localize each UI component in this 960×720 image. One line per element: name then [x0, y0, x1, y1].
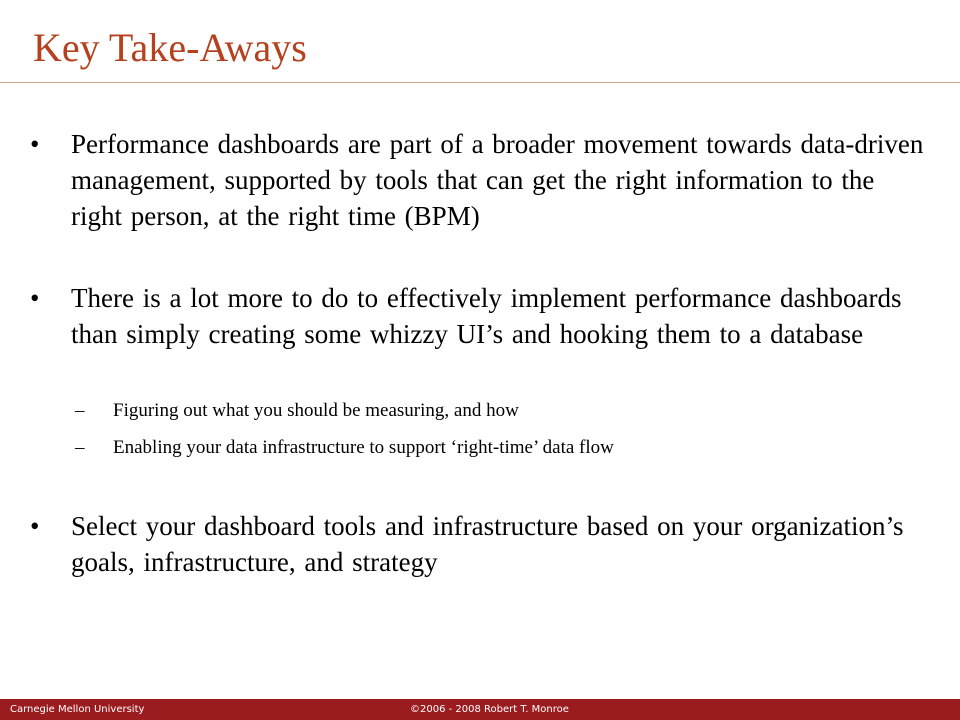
bullet-marker: •	[30, 511, 40, 541]
bullet-text: Performance dashboards are part of a broader movement towards data-driven management, supported by tools that can get the right information to the right person, at the right time (BPM)	[71, 129, 924, 231]
bullet-2	[30, 280, 930, 352]
sub-bullet-text: Figuring out what you should be measuring, and how	[113, 400, 519, 421]
slide-title: Key Take-Aways	[33, 25, 307, 70]
footer-copyright: ©2006 - 2008 Robert T. Monroe	[410, 704, 569, 715]
bullet-marker: •	[30, 283, 40, 313]
footer-institution: Carnegie Mellon University	[10, 704, 145, 715]
bullet-marker: •	[30, 129, 40, 159]
sub-bullet-text: Enabling your data infrastructure to support ‘right-time’ data flow	[113, 437, 614, 458]
sub-bullet-marker: –	[75, 437, 85, 458]
bullet-text: There is a lot more to do to effectively implement performance dashboards than simply creating some whizzy UI’s and hooking them to a database	[71, 283, 902, 349]
bullet-1	[30, 126, 930, 234]
footer-bar	[0, 699, 960, 720]
title-divider	[0, 82, 960, 83]
sub-bullet-1	[75, 398, 935, 424]
sub-bullet-marker: –	[75, 400, 85, 421]
bullet-3	[30, 508, 930, 580]
bullet-text: Select your dashboard tools and infrastructure based on your organization’s goals, infrastructure, and strategy	[71, 511, 904, 577]
sub-bullet-2	[75, 435, 935, 461]
